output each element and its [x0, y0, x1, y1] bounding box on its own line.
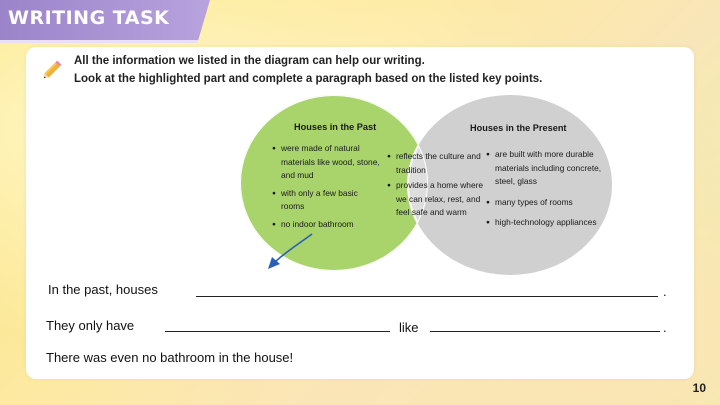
venn-left-item: ● were made of natural materials like wood, stone, and mud	[272, 142, 380, 183]
venn-diagram	[240, 93, 640, 283]
paragraph-line-1-prefix: In the past, houses	[48, 282, 158, 297]
paragraph-line-2-prefix: They only have	[46, 318, 135, 333]
instruction-line-2: Look at the highlighted part and complete a paragraph based on the listed key points.	[74, 73, 543, 85]
page-number: 10	[692, 381, 706, 395]
answer-blank-3[interactable]	[430, 331, 660, 332]
paragraph-line-2-end: .	[663, 320, 667, 335]
venn-right-item: ● high-technology appliances	[486, 216, 608, 230]
venn-center-item: ● provides a home where we can relax, rest, and feel safe and warm	[387, 179, 487, 220]
venn-right-item: ● many types of rooms	[486, 196, 608, 210]
pencil-icon	[40, 56, 66, 82]
instruction-line-1: All the information we listed in the diagram can help our writing.	[74, 55, 425, 67]
page-title: WRITING TASK	[8, 7, 170, 29]
venn-left-item: ● with only a few basic rooms	[272, 187, 380, 214]
answer-blank-2[interactable]	[165, 331, 390, 332]
venn-left-list	[272, 142, 380, 231]
venn-right-list	[486, 148, 608, 230]
paragraph-line-1-end: .	[663, 284, 667, 299]
paragraph-line-3: There was even no bathroom in the house!	[46, 350, 294, 365]
venn-left-item: ● no indoor bathroom	[272, 218, 380, 232]
venn-left-title: Houses in the Past	[294, 122, 377, 132]
venn-center-list	[387, 150, 487, 220]
venn-right-item: ● are built with more durable materials including concrete, steel, glass	[486, 148, 608, 189]
venn-center-item: ● reflects the culture and tradition	[387, 150, 487, 177]
venn-right-title: Houses in the Present	[470, 123, 567, 133]
answer-blank-1[interactable]	[196, 296, 658, 297]
paragraph-line-2-middle: like	[399, 320, 419, 335]
